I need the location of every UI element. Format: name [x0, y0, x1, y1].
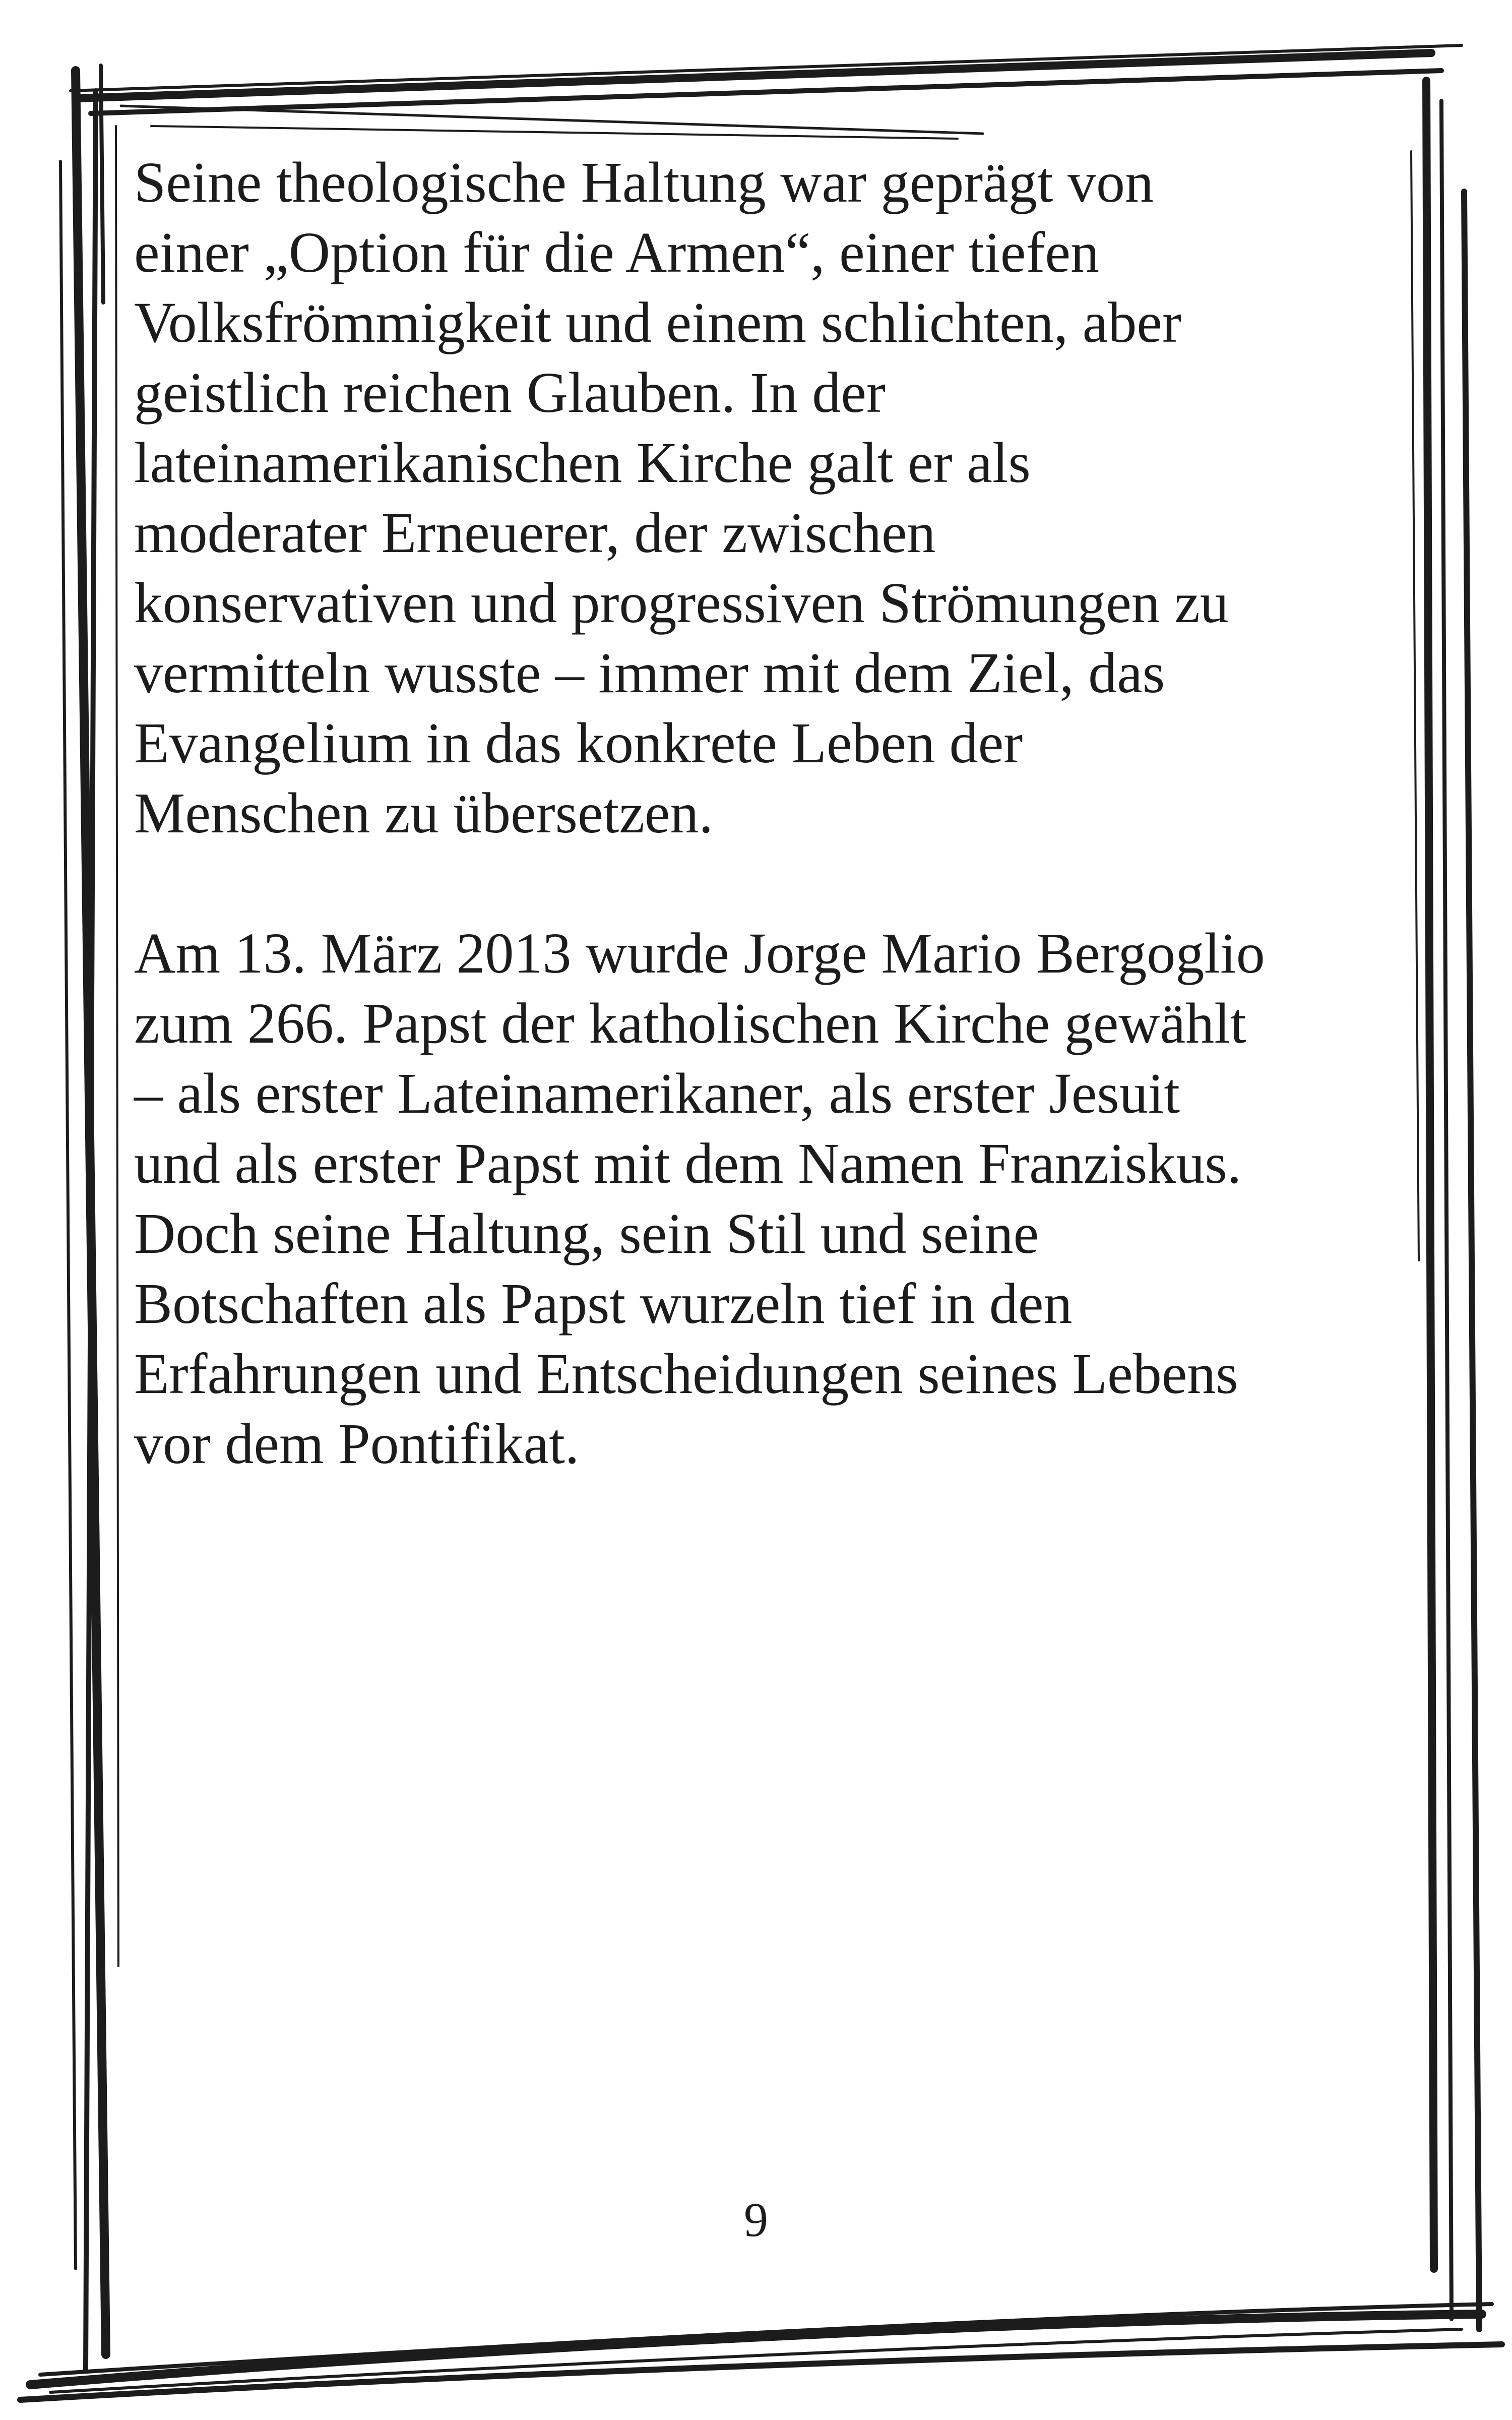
- page-body: [134, 147, 1424, 1549]
- paragraph-theology: Seine theologische Haltung war geprägt von einer „Option für die Armen“, einer tiefen Volksfrömmigkeit und einem schlichten, aber geistlich reichen Glauben. In der lateinamerikanischen Kirche galt er als moderater Erneuerer, der zwischen konservativen und progressiven Strömungen zu vermitteln wusste – immer mit dem Ziel, das Evangelium in das konkrete Leben der Menschen zu übersetzen.: [134, 150, 1229, 845]
- paragraph-election: Am 13. März 2013 wurde Jorge Mario Bergoglio zum 266. Papst der katholischen Kirche gewählt – als erster Lateinamerikaner, als erster Jesuit und als erster Papst mit dem Namen Franziskus. Doch seine Haltung, sein Stil und seine Botschaften als Papst wurzeln tief in den Erfahrungen und Entscheidungen seines Lebens vor dem Pontifikat.: [134, 921, 1265, 1476]
- page-number: 9: [744, 2193, 768, 2247]
